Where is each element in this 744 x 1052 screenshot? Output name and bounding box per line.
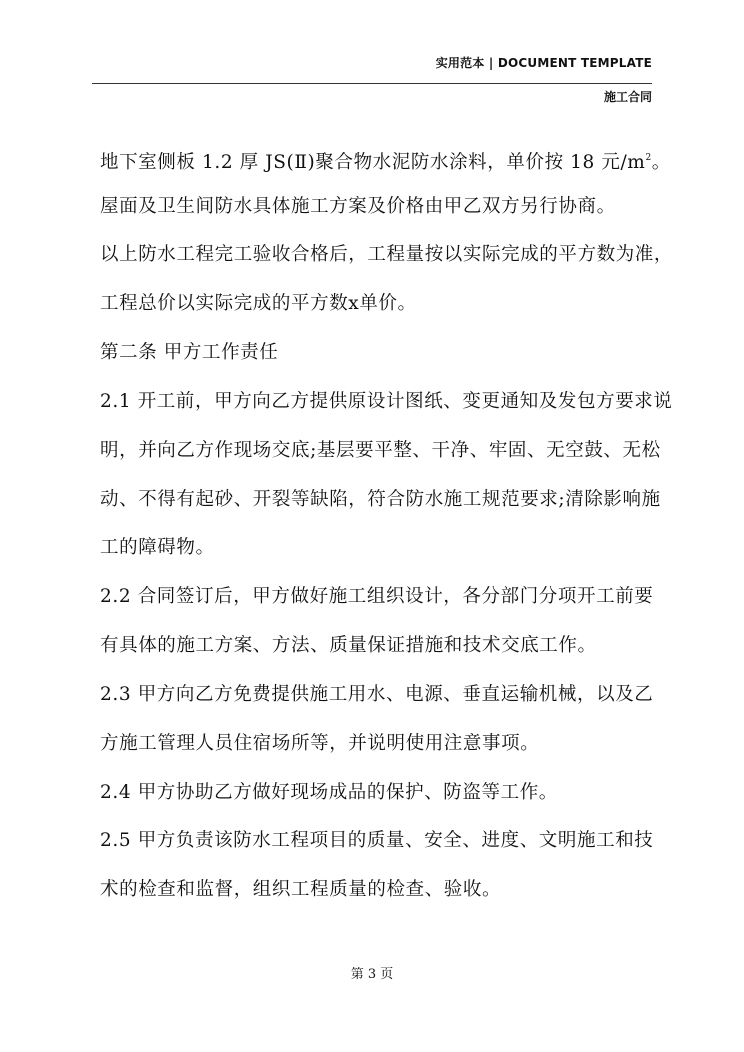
body-line-14: 2.4 甲方协助乙方做好现场成品的保护、防盗等工作。	[100, 782, 558, 803]
body-line-7: 明，并向乙方作现场交底;基层要平整、干净、牢固、无空鼓、无松	[100, 440, 661, 461]
body-line-11: 有具体的施工方案、方法、质量保证措施和技术交底工作。	[100, 635, 597, 656]
page-number: 第 3 页	[350, 967, 394, 982]
body-line-4: 工程总价以实际完成的平方数x单价。	[100, 293, 417, 314]
body-line-2: 屋面及卫生间防水具体施工方案及价格由甲乙双方另行协商。	[100, 196, 616, 217]
body-line-9: 工的障碍物。	[100, 537, 215, 558]
header-divider	[92, 83, 652, 84]
body-line-1-text: 地下室侧板 1.2 厚 JS(Ⅱ)聚合物水泥防水涂料，单价按 18 元/m	[100, 152, 646, 173]
header-subtitle: 施工合同	[603, 90, 652, 104]
body-line-1	[100, 146, 671, 175]
body-line-15: 2.5 甲方负责该防水工程项目的质量、安全、进度、文明施工和技	[100, 830, 654, 851]
header-title: 实用范本 | DOCUMENT TEMPLATE	[435, 56, 652, 70]
body-line-13: 方施工管理人员住宿场所等，并说明使用注意事项。	[100, 733, 540, 754]
body-line-10: 2.2 合同签订后，甲方做好施工组织设计，各分部门分项开工前要	[100, 586, 654, 607]
body-line-6: 2.1 开工前，甲方向乙方提供原设计图纸、变更通知及发包方要求说	[100, 391, 673, 412]
body-line-16: 术的检查和监督，组织工程质量的检查、验收。	[100, 879, 502, 900]
section-heading: 第二条 甲方工作责任	[100, 342, 279, 363]
body-line-1-end: 。	[651, 152, 671, 173]
body-line-3: 以上防水工程完工验收合格后，工程量按以实际完成的平方数为准，	[100, 244, 674, 265]
body-line-8: 动、不得有起砂、开裂等缺陷，符合防水施工规范要求;清除影响施	[100, 489, 661, 510]
body-line-12: 2.3 甲方向乙方免费提供施工用水、电源、垂直运输机械，以及乙	[100, 684, 654, 705]
square-superscript: 2	[645, 153, 652, 163]
